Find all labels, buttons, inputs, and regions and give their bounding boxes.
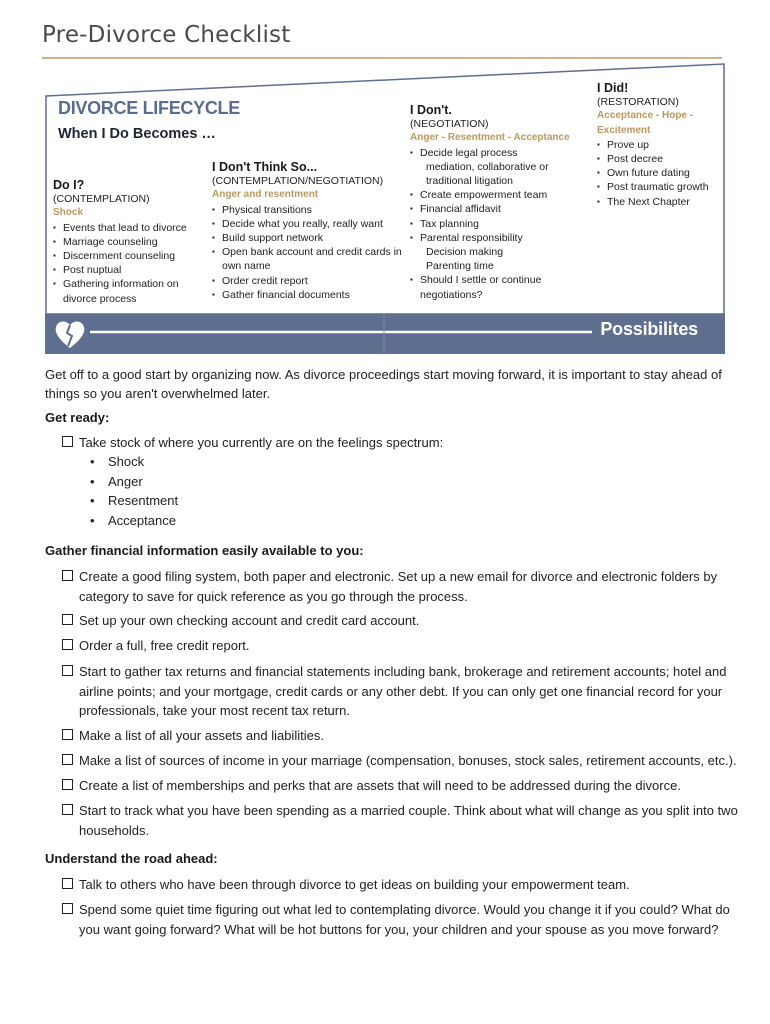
list-item: divorce process bbox=[63, 292, 137, 305]
list-item: negotiations? bbox=[420, 288, 483, 301]
stage-phase: (CONTEMPLATION) bbox=[53, 193, 150, 206]
list-item: own name bbox=[222, 260, 271, 273]
list-item: ▪ Decide legal process bbox=[410, 146, 580, 160]
list-item: ▪ Parental responsibility bbox=[410, 231, 580, 245]
list-item: ▪ Should I settle or continue bbox=[410, 273, 580, 287]
lifecycle-subheading: When I Do Becomes … bbox=[58, 126, 216, 142]
stage-emotion: Anger and resentment bbox=[212, 189, 319, 201]
stage-title: I Don't. bbox=[410, 103, 452, 117]
list-item: ▪ Order credit report bbox=[212, 274, 412, 288]
checklist-item-text: Start to track what you have been spending as a married couple. Think about what will change as you split into two households. bbox=[79, 803, 738, 838]
list-item: ▪ Financial affidavit bbox=[410, 202, 580, 216]
stage-emotion: Acceptance - Hope - bbox=[597, 110, 694, 122]
checkbox-icon[interactable] bbox=[62, 754, 73, 765]
list-item: mediation, collaborative or bbox=[426, 160, 549, 173]
lifecycle-heading: DIVORCE LIFECYCLE bbox=[58, 98, 240, 118]
checkbox-icon[interactable] bbox=[62, 729, 73, 740]
list-item: ▪ Physical transitions bbox=[212, 203, 412, 217]
stage-phase: (NEGOTIATION) bbox=[410, 118, 489, 131]
checklist-item[interactable] bbox=[62, 776, 739, 796]
list-item: • Acceptance bbox=[90, 511, 178, 531]
checkbox-icon[interactable] bbox=[62, 436, 73, 447]
checklist-item[interactable] bbox=[62, 636, 739, 656]
section-heading-road-ahead: Understand the road ahead: bbox=[45, 851, 218, 866]
page-title: Pre-Divorce Checklist bbox=[42, 22, 291, 48]
section-heading-get-ready: Get ready: bbox=[45, 410, 110, 425]
stage-i-dont-think-so bbox=[212, 160, 412, 302]
checklist-item-text: Take stock of where you currently are on the feelings spectrum: bbox=[79, 435, 444, 450]
checklist-item[interactable] bbox=[62, 567, 739, 606]
checklist-item-text: Start to gather tax returns and financial statements including bank, brokerage and retirement accounts; hotel and airline points; and your mortgage, credit cards or any other debt. If you can only get one financial record for your professionals, take your most recent tax return. bbox=[79, 664, 727, 718]
checkbox-icon[interactable] bbox=[62, 614, 73, 625]
checklist-item-text: Order a full, free credit report. bbox=[79, 638, 250, 653]
stage-title: Do I? bbox=[53, 178, 85, 192]
stage-i-dont bbox=[410, 103, 580, 302]
checkbox-icon[interactable] bbox=[62, 903, 73, 914]
feelings-list bbox=[90, 452, 178, 530]
list-item: ▪ Post traumatic growth bbox=[597, 180, 722, 194]
list-item: ▪ The Next Chapter bbox=[597, 195, 722, 209]
checkbox-icon[interactable] bbox=[62, 779, 73, 790]
checklist-item-text: Make a list of sources of income in your marriage (compensation, bonuses, stock sales, retirement accounts, etc.). bbox=[79, 753, 737, 768]
section-heading-financial: Gather financial information easily available to you: bbox=[45, 543, 364, 558]
checklist-item[interactable] bbox=[62, 726, 739, 746]
checklist-item[interactable] bbox=[62, 751, 739, 771]
checklist-item-text: Create a list of memberships and perks that are assets that will need to be addressed during the divorce. bbox=[79, 778, 681, 793]
list-item: ▪ Marriage counseling bbox=[53, 235, 203, 249]
checkbox-icon[interactable] bbox=[62, 804, 73, 815]
checklist-item[interactable] bbox=[62, 662, 739, 721]
list-item: ▪ Post decree bbox=[597, 152, 722, 166]
checklist-item-text: Make a list of all your assets and liabilities. bbox=[79, 728, 324, 743]
checkbox-icon[interactable] bbox=[62, 639, 73, 650]
list-item: ▪ Tax planning bbox=[410, 217, 580, 231]
list-item: ▪ Create empowerment team bbox=[410, 188, 580, 202]
list-item: traditional litigation bbox=[426, 175, 513, 188]
list-item: • Shock bbox=[90, 452, 178, 472]
list-item: ▪ Gathering information on bbox=[53, 277, 203, 291]
list-item: ▪ Prove up bbox=[597, 138, 722, 152]
stage-phase: (RESTORATION) bbox=[597, 96, 679, 109]
checklist-item[interactable] bbox=[62, 801, 739, 840]
list-item: ▪ Gather financial documents bbox=[212, 288, 412, 302]
checkbox-icon[interactable] bbox=[62, 665, 73, 676]
checklist-item-text: Create a good filing system, both paper and electronic. Set up a new email for divorce and electronic folders by category to save for quick reference as you go through the process. bbox=[79, 569, 718, 604]
divorce-lifecycle-graphic bbox=[44, 62, 726, 356]
checklist-item[interactable] bbox=[62, 900, 739, 939]
checklist-item[interactable] bbox=[62, 433, 739, 453]
list-item: • Resentment bbox=[90, 491, 178, 511]
checkbox-icon[interactable] bbox=[62, 878, 73, 889]
intro-paragraph: Get off to a good start by organizing now. As divorce proceedings start moving forward, it is important to stay ahead of things so you aren't overwhelmed later. bbox=[45, 367, 722, 401]
stage-emotion: Anger - Resentment - Acceptance bbox=[410, 132, 570, 144]
stage-phase: (CONTEMPLATION/NEGOTIATION) bbox=[212, 175, 384, 188]
list-item: ▪ Own future dating bbox=[597, 166, 722, 180]
checklist-item[interactable] bbox=[62, 611, 739, 631]
list-item: ▪ Open bank account and credit cards in bbox=[212, 245, 412, 259]
list-item: ▪ Post nuptual bbox=[53, 263, 203, 277]
checklist-item[interactable] bbox=[62, 875, 739, 895]
list-item: Decision making bbox=[426, 246, 504, 259]
checklist-item-text: Spend some quiet time figuring out what led to contemplating divorce. Would you change it if you could? What do you want going forward? What will be hot buttons for you, your children and your spouse as you move forward? bbox=[79, 902, 730, 937]
stage-title: I Did! bbox=[597, 81, 629, 95]
checkbox-icon[interactable] bbox=[62, 570, 73, 581]
stage-emotion: Shock bbox=[53, 207, 84, 219]
title-divider bbox=[42, 57, 722, 59]
stage-do-i bbox=[53, 178, 203, 306]
stage-emotion: Excitement bbox=[597, 124, 651, 136]
list-item: ▪ Decide what you really, really want bbox=[212, 217, 412, 231]
list-item: ▪ Events that lead to divorce bbox=[53, 221, 203, 235]
list-item: • Anger bbox=[90, 472, 178, 492]
list-item: Parenting time bbox=[426, 260, 494, 273]
stage-i-did bbox=[597, 81, 722, 209]
stage-title: I Don't Think So... bbox=[212, 160, 318, 174]
list-item: ▪ Build support network bbox=[212, 231, 412, 245]
checklist-item-text: Set up your own checking account and credit card account. bbox=[79, 613, 420, 628]
checklist-item-text: Talk to others who have been through divorce to get ideas on building your empowerment team. bbox=[79, 877, 630, 892]
possibilities-label: Possibilites bbox=[600, 319, 698, 339]
list-item: ▪ Discernment counseling bbox=[53, 249, 203, 263]
